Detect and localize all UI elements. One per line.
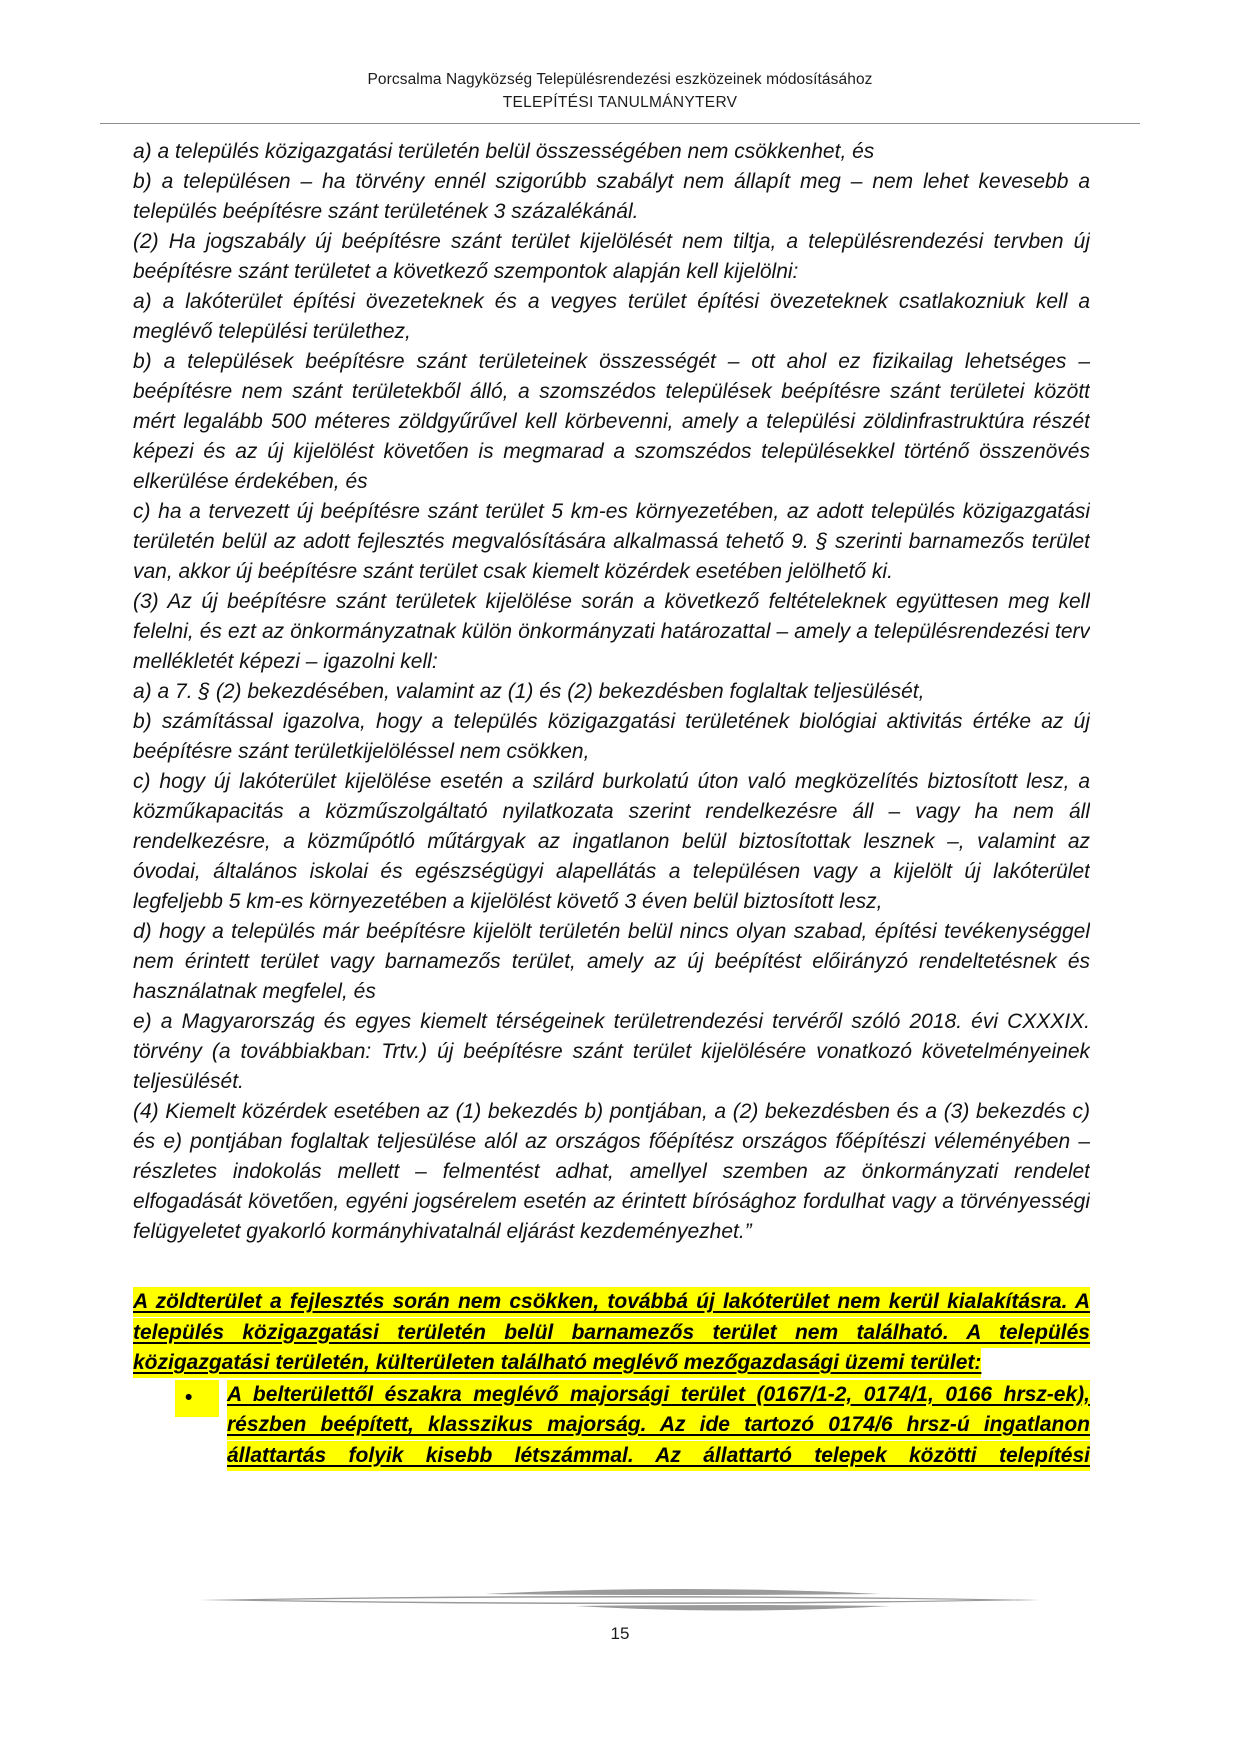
body-paragraph: e) a Magyarország és egyes kiemelt térségeinek területrendezési tervéről szóló 2018. évi CXXXIX. törvény (a továbbiakban: Trtv.) új beépítésre szánt terület kijelölésére vonatkozó követelményeinek teljesülését. [133, 1010, 1090, 1093]
body-paragraph: c) hogy új lakóterület kijelölése esetén a szilárd burkolatú úton való megközelítés biztosított lesz, a közműkapacitás a közműszolgáltató nyilatkozata szerint rendelkezésre áll – vagy ha nem áll rendelkezésre, a közműpótló műtárgyak az ingatlanon belül biztosítottak lesznek –, valamint az óvodai, általános iskolai és egészségügyi alapellátás a településen vagy a kijelölt új lakóterület legfeljebb 5 km-es környezetében a kijelölést követő 3 éven belül biztosított lesz, [133, 770, 1090, 913]
decorative-divider [140, 1578, 1100, 1622]
highlighted-section [133, 1287, 1090, 1471]
document-body [133, 137, 1090, 1471]
header-title: Porcsalma Nagyközség Településrendezési eszközeinek módosításához [367, 71, 873, 88]
body-paragraph: (4) Kiemelt közérdek esetében az (1) bekezdés b) pontjában, a (2) bekezdésben és a (3) bekezdés c) és e) pontjában foglaltak teljesülése alól az országos főépítész országos főépítészi véleményében – részletes indokolás mellett – felmentést adhat, amellyel szemben az önkormányzati rendelet elfogadását követően, egyéni jogsérelem esetén az érintett bírósághoz fordulhat vagy a törvényességi felügyeletet gyakorló kormányhivatalnál eljárást kezdeményezhet.” [133, 1100, 1090, 1243]
highlighted-note [133, 1287, 1090, 1379]
body-paragraph: a) a lakóterület építési övezeteknek és a vegyes terület építési övezeteknek csatlakozniuk kell a meglévő települési területhez, [133, 290, 1090, 343]
highlighted-bullet-item [133, 1380, 1090, 1472]
highlighted-bullet-text: A belterülettől északra meglévő majorsági terület (0167/1-2, 0174/1, 0166 hrsz-ek), részben beépített, klasszikus majorság. Az ide tartozó 0174/6 hrsz-ú ingatlanon állattartás folyik kisebb létszámmal. Az állattartó telepek közötti telepítési [227, 1380, 1090, 1471]
body-paragraph: b) a településen – ha törvény ennél szigorúbb szabályt nem állapít meg – nem lehet kevesebb a település beépítésre szánt területének 3 százalékánál. [133, 170, 1090, 223]
body-paragraph: a) a 7. § (2) bekezdésében, valamint az (1) és (2) bekezdésben foglaltak teljesülését, [133, 680, 925, 703]
body-paragraph: a) a település közigazgatási területén belül összességében nem csökkenhet, és [133, 140, 875, 163]
body-paragraph: b) számítással igazolva, hogy a település közigazgatási területének biológiai aktivitás értéke az új beépítésre szánt területkijelöléssel nem csökken, [133, 710, 1090, 763]
bullet-icon: • [175, 1380, 219, 1418]
body-paragraph: b) a települések beépítésre szánt területeinek összességét – ott ahol ez fizikailag lehetséges – beépítésre nem szánt területekből álló, a szomszédos települések beépítésre szánt területei között mért legalább 500 méteres zöldgyűrűvel kell körbevenni, amely a települési zöldinfrastruktúra részét képezi és az új kijelölést követően is megmarad a szomszédos településekkel történő összenövés elkerülése érdekében, és [133, 350, 1090, 493]
header-rule [100, 123, 1140, 124]
body-paragraph: c) ha a tervezett új beépítésre szánt terület 5 km-es környezetében, az adott település közigazgatási területén belül az adott fejlesztés megvalósítására alkalmassá tehető 9. § szerinti barnamezős terület van, akkor új beépítésre szánt terület csak kiemelt közérdek esetében jelölhető ki. [133, 500, 1090, 583]
body-paragraph: (3) Az új beépítésre szánt területek kijelölése során a következő feltételeknek együttesen meg kell felelni, és ezt az önkormányzatnak külön önkormányzati határozattal – amely a településrendezési terv mellékletét képezi – igazolni kell: [133, 590, 1090, 673]
header-subtitle: TELEPÍTÉSI TANULMÁNYTERV [502, 94, 738, 111]
law-quote-block [133, 137, 1090, 1247]
page-number: 15 [610, 1624, 630, 1643]
highlighted-note-text: A zöldterület a fejlesztés során nem csökken, továbbá új lakóterület nem kerül kialakításra. A település közigazgatási területén belül barnamezős terület nem található. A település közigazgatási területén, külterületen található meglévő mezőgazdasági üzemi terület: [133, 1287, 1090, 1378]
page-header [0, 0, 1240, 114]
body-paragraph: (2) Ha jogszabály új beépítésre szánt terület kijelölését nem tiltja, a településrendezési tervben új beépítésre szánt területet a következő szempontok alapján kell kijelölni: [133, 230, 1090, 283]
body-paragraph: d) hogy a település már beépítésre kijelölt területén belül nincs olyan szabad, építési tevékenységgel nem érintett terület vagy barnamezős terület, amely az új beépítést előirányzó rendeltetésnek és használatnak megfelel, és [133, 920, 1090, 1003]
